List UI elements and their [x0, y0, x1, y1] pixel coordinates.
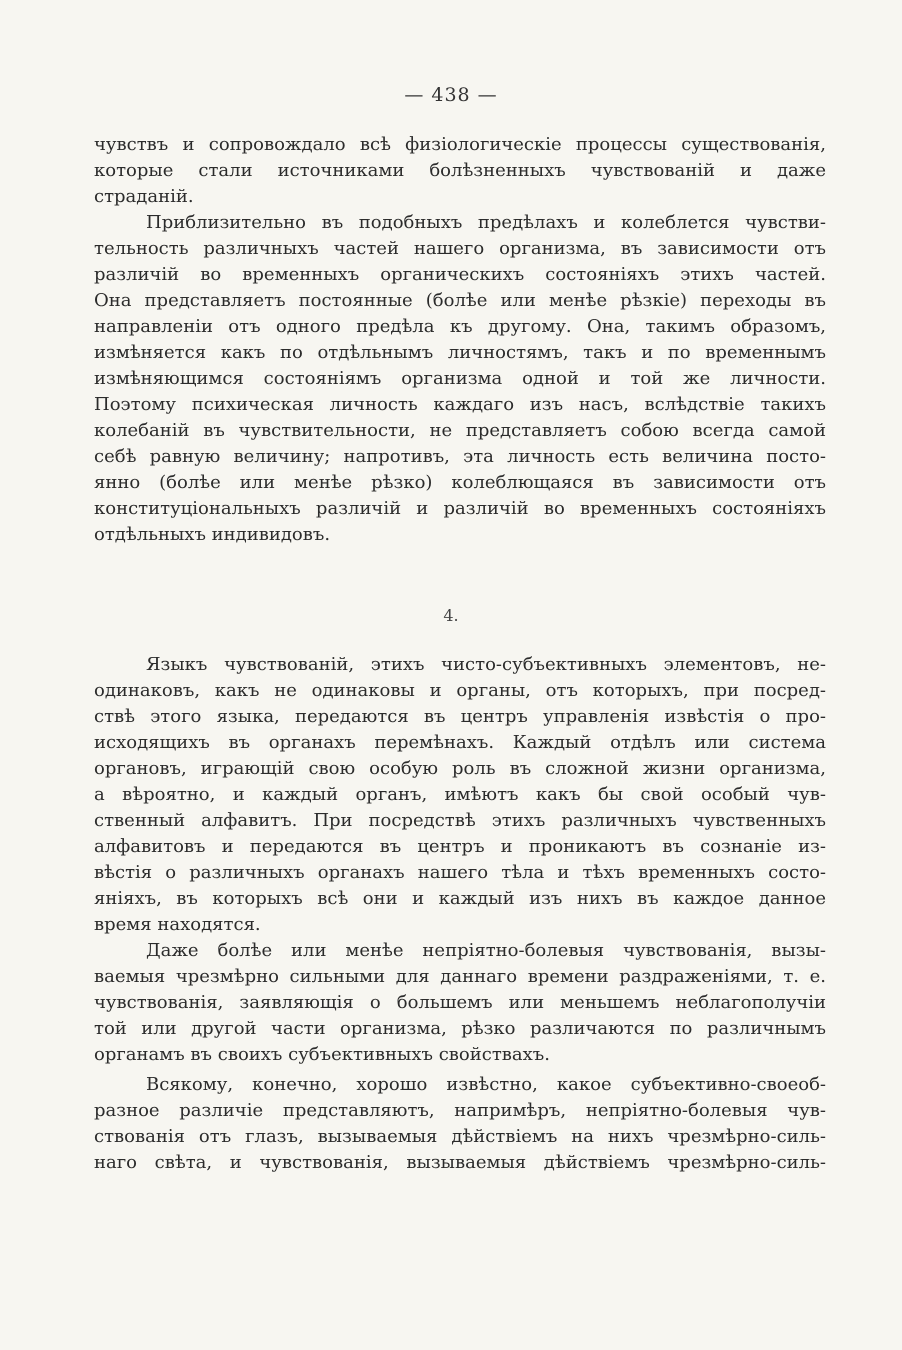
text-line: Всякому, конечно, хорошо извѣстно, какое субъективно-своеоб- [146, 1074, 826, 1095]
text-line: время находятся. [94, 914, 261, 935]
text-line: Языкъ чувствованій, этихъ чисто-субъективныхъ элементовъ, не- [146, 654, 826, 675]
text-line: Приблизительно въ подобныхъ предѣлахъ и колеблется чувстви- [146, 212, 826, 233]
section-number: 4. [443, 606, 459, 625]
text-line: различій во временныхъ органическихъ состояніяхъ этихъ частей. [94, 264, 826, 285]
text-line: себѣ равную величину; напротивъ, эта личность есть величина посто- [94, 446, 826, 467]
text-line: измѣняющимся состояніямъ организма одной и той же личности. [94, 368, 826, 389]
text-line: а вѣроятно, и каждый органъ, имѣютъ какъ бы свой особый чув- [94, 784, 826, 805]
text-line: ствѣ этого языка, передаются въ центръ управленія извѣстія о про- [94, 706, 826, 727]
text-line: конституціональныхъ различій и различій во временныхъ состояніяхъ [94, 498, 826, 519]
text-line: отдѣльныхъ индивидовъ. [94, 524, 331, 545]
text-line: Она представляетъ постоянные (болѣе или менѣе рѣзкіе) переходы въ [94, 290, 826, 311]
text-line: ваемыя чрезмѣрно сильными для даннаго времени раздраженіями, т. е. [94, 966, 826, 987]
text-line: ствованія отъ глазъ, вызываемыя дѣйствіемъ на нихъ чрезмѣрно-силь- [94, 1126, 826, 1147]
text-line: колебаній въ чувствительности, не представляетъ собою всегда самой [94, 420, 826, 441]
text-line: чувствованія, заявляющія о большемъ или меньшемъ неблагополучіи [94, 992, 826, 1013]
text-line: яніяхъ, въ которыхъ всѣ они и каждый изъ нихъ въ каждое данное [94, 888, 826, 909]
text-line: ственный алфавитъ. При посредствѣ этихъ различныхъ чувственныхъ [94, 810, 826, 831]
text-line: тельность различныхъ частей нашего организма, въ зависимости отъ [94, 238, 826, 259]
text-line: янно (болѣе или менѣе рѣзко) колеблющаяся въ зависимости отъ [94, 472, 826, 493]
text-line: страданій. [94, 186, 194, 207]
text-line: Поэтому психическая личность каждаго изъ насъ, вслѣдствіе такихъ [94, 394, 826, 415]
text-line: которые стали источниками болѣзненныхъ чувствованій и даже [94, 160, 826, 181]
text-line: той или другой части организма, рѣзко различаются по различнымъ [94, 1018, 826, 1039]
text-line: измѣняется какъ по отдѣльнымъ личностямъ, такъ и по временнымъ [94, 342, 826, 363]
text-line: исходящихъ въ органахъ перемѣнахъ. Каждый отдѣлъ или система [94, 732, 826, 753]
text-line: разное различіе представляютъ, напримѣръ, непріятно-болевыя чув- [94, 1100, 826, 1121]
text-line: органовъ, играющій свою особую роль въ сложной жизни организма, [94, 758, 826, 779]
text-line: наго свѣта, и чувствованія, вызываемыя дѣйствіемъ чрезмѣрно-силь- [94, 1152, 826, 1173]
page-number: — 438 — [404, 84, 498, 106]
text-line: Даже болѣе или менѣе непріятно-болевыя чувствованія, вызы- [146, 940, 826, 961]
text-line: алфавитовъ и передаются въ центръ и проникаютъ въ сознаніе из- [94, 836, 826, 857]
text-line: направленіи отъ одного предѣла къ другому. Она, такимъ образомъ, [94, 316, 826, 337]
text-line: чувствъ и сопровождало всѣ физіологическіе процессы существованія, [94, 134, 826, 155]
text-line: органамъ въ своихъ субъективныхъ свойствахъ. [94, 1044, 550, 1065]
text-line: одинаковъ, какъ не одинаковы и органы, отъ которыхъ, при посред- [94, 680, 826, 701]
text-line: вѣстія о различныхъ органахъ нашего тѣла и тѣхъ временныхъ состо- [94, 862, 826, 883]
